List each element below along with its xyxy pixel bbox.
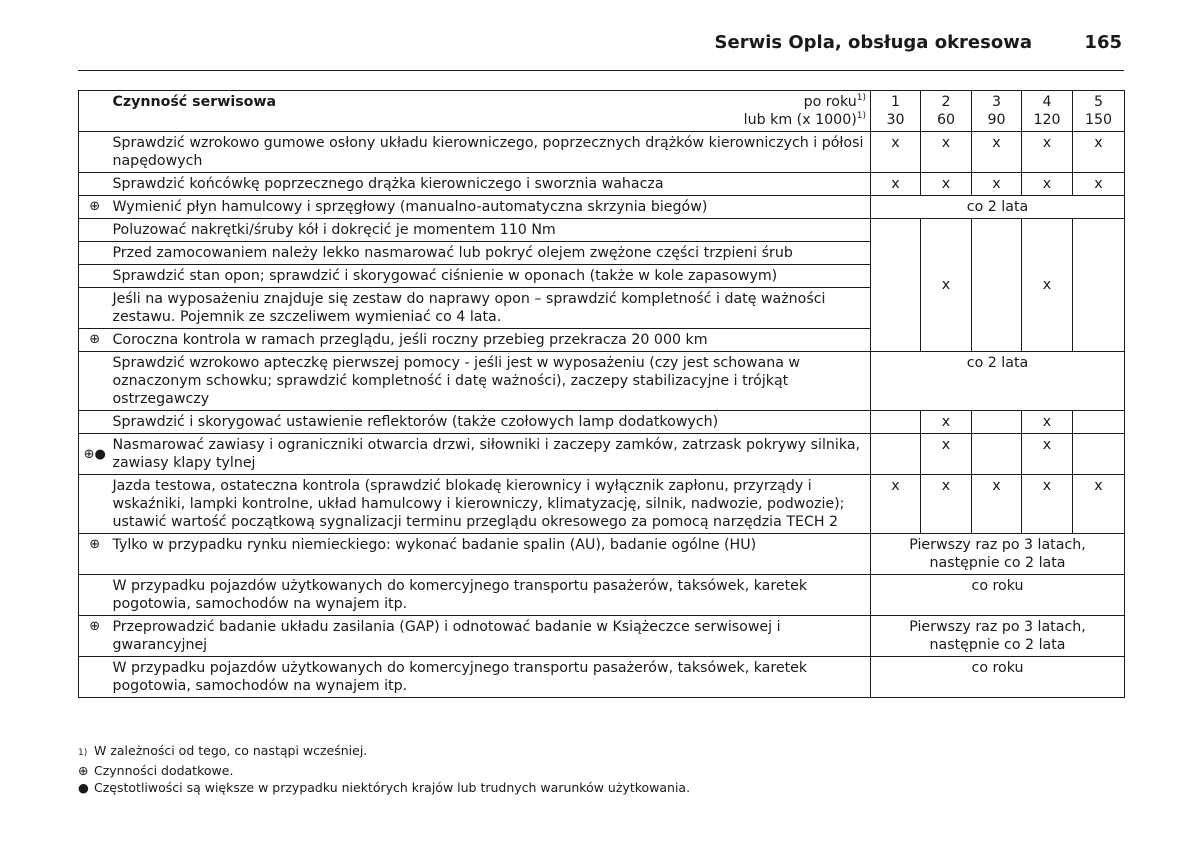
footnote-text: Częstotliwości są większe w przypadku niektórych krajów lub trudnych warunków użytkowania. [94, 780, 691, 795]
interval-mark [1073, 219, 1125, 352]
interval-mark: x [871, 173, 921, 196]
row-symbol [79, 288, 111, 329]
interval-mark: x [921, 434, 972, 475]
interval-text: co roku [871, 575, 1125, 616]
interval-mark: x [1022, 475, 1073, 534]
table-row [79, 219, 1125, 242]
row-symbol [79, 657, 111, 698]
row-symbol [79, 575, 111, 616]
row-task-text: Sprawdzić wzrokowo gumowe osłony układu kierowniczego, poprzecznych drążków kierowniczych i półosi napędowych [111, 132, 871, 173]
row-task-text: Jazda testowa, ostateczna kontrola (sprawdzić blokadę kierownicy i wyłącznik zapłonu, przyrządy i wskaźniki, lampki kontrolne, układ hamulcowy i kierowniczy, klimatyzację, silnik, nadwozie, podwozie); ustawić wartość początkową sygnalizacji terminu przeglądu okresowego za pomocą narzędzia TECH 2 [111, 475, 871, 534]
interval-mark [972, 219, 1022, 352]
row-symbol [79, 242, 111, 265]
row-task-text: Poluzować nakrętki/śruby kół i dokręcić je momentem 110 Nm [111, 219, 871, 242]
interval-column-header: 4 120 [1022, 91, 1073, 132]
interval-mark: x [1073, 132, 1125, 173]
years-label: po roku [803, 94, 857, 110]
interval-text: co 2 lata [871, 352, 1125, 411]
additional-task-icon: ⊕● [79, 434, 111, 475]
table-row [79, 434, 1125, 475]
interval-text: Pierwszy raz po 3 latach, następnie co 2 lata [871, 616, 1125, 657]
additional-task-icon: ⊕ [79, 329, 111, 352]
interval-mark [871, 434, 921, 475]
interval-mark: x [1073, 475, 1125, 534]
table-row [79, 352, 1125, 411]
header-task-cell [111, 91, 871, 132]
row-task-text: Sprawdzić wzrokowo apteczkę pierwszej pomocy - jeśli jest w wyposażeniu (czy jest schowana w oznaczonym schowku; sprawdzić kompletność i datę ważności), zaczepy stabilizacyjne i trójkąt ostrzegawczy [111, 352, 871, 411]
interval-text: Pierwszy raz po 3 latach, następnie co 2 lata [871, 534, 1125, 575]
row-task-text: Sprawdzić i skorygować ustawienie reflektorów (także czołowych lamp dodatkowych) [111, 411, 871, 434]
row-task-text: Jeśli na wyposażeniu znajduje się zestaw do naprawy opon – sprawdzić kompletność i datę ważności zestawu. Pojemnik ze szczeliwem wymieniać co 4 lata. [111, 288, 871, 329]
interval-column-header: 1 30 [871, 91, 921, 132]
row-symbol [79, 219, 111, 242]
row-task-text: Coroczna kontrola w ramach przeglądu, jeśli roczny przebieg przekracza 20 000 km [111, 329, 871, 352]
table-header-row [79, 91, 1125, 132]
page-header [78, 30, 1124, 71]
row-symbol [79, 265, 111, 288]
row-task-text: Wymienić płyn hamulcowy i sprzęgłowy (manualno-automatyczna skrzynia biegów) [111, 196, 871, 219]
page-number: 165 [1084, 32, 1122, 53]
footnote-text: W zależności od tego, co nastąpi wcześniej. [94, 743, 368, 758]
footnote [78, 779, 690, 796]
interval-mark [972, 411, 1022, 434]
row-task-text: Przed zamocowaniem należy lekko nasmarować lub pokryć olejem zwężone części trzpieni śrub [111, 242, 871, 265]
interval-mark: x [1073, 173, 1125, 196]
interval-mark: x [972, 475, 1022, 534]
interval-mark: x [921, 411, 972, 434]
interval-mark: x [1022, 173, 1073, 196]
bullet-icon: ● [78, 780, 89, 795]
footnotes [78, 742, 690, 796]
row-symbol [79, 132, 111, 173]
footnote [78, 742, 690, 762]
table-row [79, 657, 1125, 698]
interval-mark [871, 219, 921, 352]
row-task-text: Tylko w przypadku rynku niemieckiego: wykonać badanie spalin (AU), badanie ogólne (HU) [111, 534, 871, 575]
km-label: lub km (x 1000) [743, 112, 857, 128]
table-row [79, 616, 1125, 657]
row-symbol [79, 411, 111, 434]
interval-text: co 2 lata [871, 196, 1125, 219]
row-task-text: Nasmarować zawiasy i ograniczniki otwarcia drzwi, siłowniki i zaczepy zamków, zatrzask pokrywy silnika, zawiasy klapy tylnej [111, 434, 871, 475]
interval-mark: x [972, 132, 1022, 173]
row-symbol [79, 352, 111, 411]
interval-mark: x [921, 219, 972, 352]
interval-text: co roku [871, 657, 1125, 698]
interval-mark: x [1022, 411, 1073, 434]
interval-mark: x [1022, 434, 1073, 475]
interval-mark: x [921, 475, 972, 534]
interval-mark [1073, 434, 1125, 475]
footnote-text: Czynności dodatkowe. [94, 763, 234, 778]
interval-mark [871, 411, 921, 434]
row-task-text: W przypadku pojazdów użytkowanych do komercyjnego transportu pasażerów, taksówek, karetek pogotowia, samochodów na wynajem itp. [111, 575, 871, 616]
table-row [79, 411, 1125, 434]
table-row [79, 132, 1125, 173]
interval-mark: x [1022, 132, 1073, 173]
interval-mark [1073, 411, 1125, 434]
interval-mark: x [871, 132, 921, 173]
additional-task-icon: ⊕ [79, 616, 111, 657]
table-row [79, 475, 1125, 534]
row-task-text: Przeprowadzić badanie układu zasilania (GAP) i odnotować badanie w Książeczce serwisowej i gwarancyjnej [111, 616, 871, 657]
interval-mark: x [921, 132, 972, 173]
table-row [79, 196, 1125, 219]
additional-task-icon: ⊕ [79, 534, 111, 575]
page-title: Serwis Opla, obsługa okresowa [714, 32, 1032, 53]
table-row [79, 534, 1125, 575]
interval-mark: x [1022, 219, 1073, 352]
task-column-label: Czynność serwisowa [112, 94, 277, 110]
row-task-text: Sprawdzić stan opon; sprawdzić i skorygować ciśnienie w oponach (także w kole zapasowym) [111, 265, 871, 288]
footnote-mark: 1) [78, 748, 88, 758]
row-symbol [79, 475, 111, 534]
row-symbol [79, 173, 111, 196]
table-row [79, 575, 1125, 616]
interval-column-header: 3 90 [972, 91, 1022, 132]
interval-column-header: 5 150 [1073, 91, 1125, 132]
footnote-mark: 1) [856, 93, 866, 103]
row-task-text: Sprawdzić końcówkę poprzecznego drążka kierowniczego i sworznia wahacza [111, 173, 871, 196]
service-schedule-table [78, 90, 1125, 698]
additional-task-icon: ⊕ [79, 196, 111, 219]
interval-column-header: 2 60 [921, 91, 972, 132]
interval-mark: x [921, 173, 972, 196]
interval-mark [972, 434, 1022, 475]
footnote-mark: 1) [856, 111, 866, 121]
interval-mark: x [972, 173, 1022, 196]
additional-task-icon: ⊕ [78, 763, 89, 778]
row-task-text: W przypadku pojazdów użytkowanych do komercyjnego transportu pasażerów, taksówek, karetek pogotowia, samochodów na wynajem itp. [111, 657, 871, 698]
interval-mark: x [871, 475, 921, 534]
footnote [78, 762, 690, 779]
table-row [79, 173, 1125, 196]
